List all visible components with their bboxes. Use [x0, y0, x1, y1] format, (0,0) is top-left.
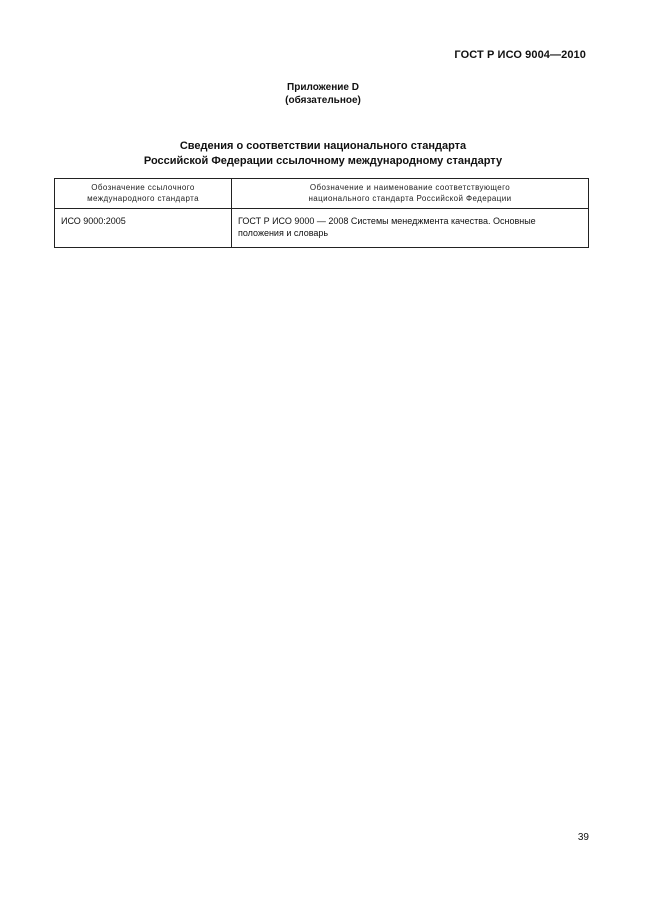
- column-header-international: [55, 179, 232, 209]
- appendix-status: (обязательное): [285, 95, 361, 106]
- section-title-line-2: Российской Федерации ссылочному международному стандарту: [143, 155, 503, 167]
- national-standard-cell: ГОСТ Р ИСО 9000 — 2008 Системы менеджмента качества. Основные положения и словарь: [232, 209, 589, 248]
- column-header-national: [232, 179, 589, 209]
- correspondence-table: [54, 178, 589, 248]
- table-header-row: [55, 179, 589, 209]
- page-number: 39: [577, 832, 589, 843]
- section-title-line-1: Сведения о соответствии национального стандарта: [179, 140, 467, 152]
- column-header-international-line-2: международного стандарта: [87, 194, 199, 203]
- appendix-heading: [0, 81, 646, 107]
- column-header-international-line-1: Обозначение ссылочного: [91, 183, 195, 192]
- document-header-code: ГОСТ Р ИСО 9004—2010: [454, 49, 586, 61]
- table-row: [55, 209, 589, 248]
- international-standard-cell: ИСО 9000:2005: [55, 209, 232, 248]
- column-header-national-line-2: национального стандарта Российской Федерации: [308, 194, 512, 203]
- appendix-title: Приложение D: [287, 82, 359, 93]
- column-header-national-line-1: Обозначение и наименование соответствующего: [309, 183, 511, 192]
- section-title: [0, 139, 646, 169]
